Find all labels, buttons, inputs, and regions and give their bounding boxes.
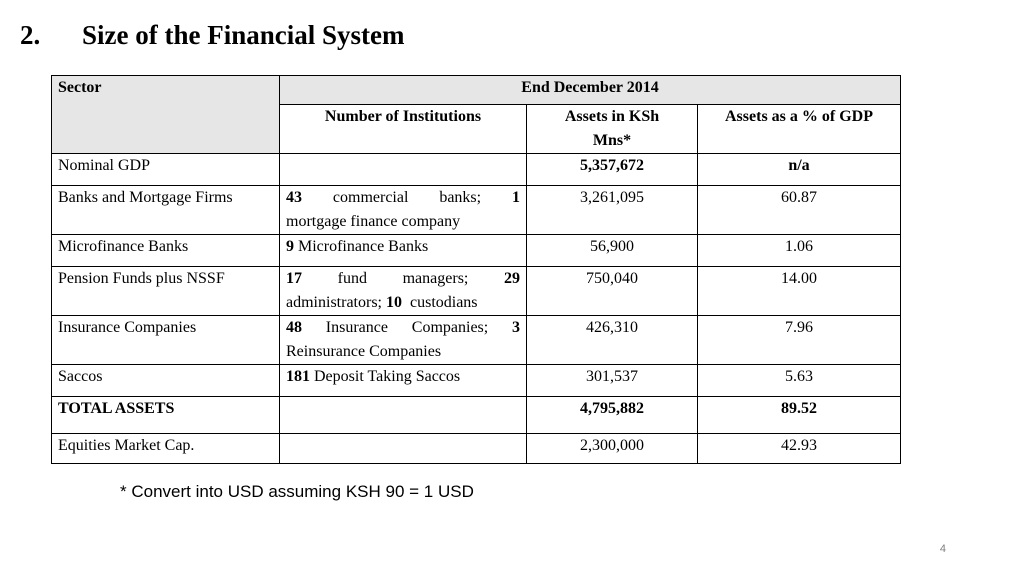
- footnote: * Convert into USD assuming KSH 90 = 1 USD: [120, 482, 474, 501]
- sector-cell: Nominal GDP: [52, 154, 280, 186]
- sector-cell: Banks and Mortgage Firms: [52, 186, 280, 235]
- sector-header: Sector: [52, 76, 280, 154]
- table-row: [52, 235, 901, 267]
- sector-cell: Insurance Companies: [52, 316, 280, 365]
- institutions-cell: 17 fund managers; 29 administrators; 10 custodians: [280, 267, 527, 316]
- page-number: 4: [939, 543, 946, 555]
- gdp-share-cell: n/a: [698, 154, 901, 186]
- section-number: 2.: [20, 20, 41, 50]
- assets-cell: 5,357,672: [527, 154, 698, 186]
- institutions-cell: 181 Deposit Taking Saccos: [280, 365, 527, 397]
- assets-cell: 3,261,095: [527, 186, 698, 235]
- assets-header: Assets in KSh Mns*: [527, 105, 698, 154]
- sector-cell: TOTAL ASSETS: [52, 397, 280, 434]
- institutions-cell: [280, 154, 527, 186]
- gdp-share-cell: 89.52: [698, 397, 901, 434]
- assets-cell: 750,040: [527, 267, 698, 316]
- table-header-row: [52, 76, 901, 105]
- institutions-cell: 43 commercial banks; 1 mortgage finance company: [280, 186, 527, 235]
- table-row-total: [52, 397, 901, 434]
- gdp-share-cell: 7.96: [698, 316, 901, 365]
- table-row: [52, 434, 901, 464]
- sector-cell: Saccos: [52, 365, 280, 397]
- assets-cell: 56,900: [527, 235, 698, 267]
- sector-cell: Pension Funds plus NSSF: [52, 267, 280, 316]
- gdp-share-cell: 1.06: [698, 235, 901, 267]
- institutions-cell: 9 Microfinance Banks: [280, 235, 527, 267]
- gdp-share-header: Assets as a % of GDP: [698, 105, 901, 154]
- financial-system-table: [51, 75, 901, 464]
- assets-cell: 301,537: [527, 365, 698, 397]
- table-row: [52, 267, 901, 316]
- gdp-share-cell: 60.87: [698, 186, 901, 235]
- table-row: [52, 154, 901, 186]
- table-row: [52, 365, 901, 397]
- institutions-cell: 48 Insurance Companies; 3 Reinsurance Companies: [280, 316, 527, 365]
- gdp-share-cell: 42.93: [698, 434, 901, 464]
- sector-cell: Equities Market Cap.: [52, 434, 280, 464]
- gdp-share-cell: 14.00: [698, 267, 901, 316]
- institutions-header: Number of Institutions: [280, 105, 527, 154]
- gdp-share-cell: 5.63: [698, 365, 901, 397]
- institutions-cell: [280, 434, 527, 464]
- assets-cell: 2,300,000: [527, 434, 698, 464]
- assets-cell: 4,795,882: [527, 397, 698, 434]
- page-title: Size of the Financial System: [82, 20, 405, 50]
- table-row: [52, 316, 901, 365]
- sector-cell: Microfinance Banks: [52, 235, 280, 267]
- assets-cell: 426,310: [527, 316, 698, 365]
- period-header: End December 2014: [280, 76, 901, 105]
- table-row: [52, 186, 901, 235]
- page-heading: [20, 20, 404, 51]
- institutions-cell: [280, 397, 527, 434]
